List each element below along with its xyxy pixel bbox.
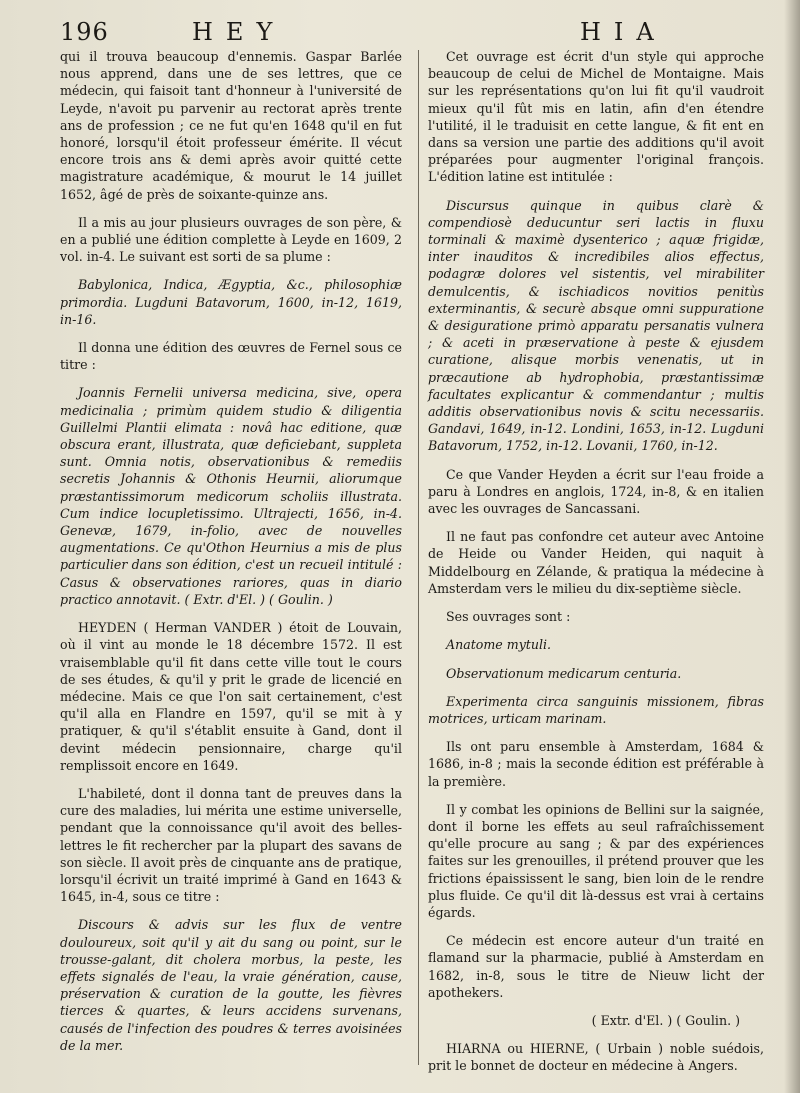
book-title: Discursus quinque in quibus clarè & compendiosè deducuntur seri lactis in fluxu torminali & maximè dysenterico ; aquæ frigidæ, inter inauditos & incredibiles alios effectus, podagræ dolores vel sistentis, vel mirabiliter demulcentis, & ischiadicos novitios penitùs exterminantis, & securè absque omni suppuratione & desiguratione primò apparatu persanatis vulnera ; & aceti in præservatione à peste & ejusdem curatione, alisque morbis venenatis, ut in præcautione ab hydrophobia, præstantissimæ facultates explicantur & commendantur ; multis additis observationibus novis & scitu necessariis. Gandavi, 1649, in-12. Londini, 1653, in-12. Lugduni Batavorum, 1752, in-12. Lovanii, 1760, in-12. bbox=[428, 197, 764, 454]
paragraph: Ses ouvrages sont : bbox=[446, 609, 571, 625]
right-column bbox=[428, 48, 764, 1086]
entry-heading-heyden: HEYDEN ( Herman VANDER ) étoit de Louvain, où il vint au monde le 18 décembre 1572. Il est vraisemblable qu'il fit dans cette ville tout le cours de ses études, & qu'il y prit le grade de licencié en médecine. Mais ce que l'on sait certainement, c'est qu'il alla en Flandre en 1597, qu'il se mit à y pratiquer, & qu'il s'établit ensuite à Gand, dont il devint médecin pensionnaire, charge qu'il remplissoit encore en 1649. bbox=[60, 620, 402, 773]
left-running-head: HEY bbox=[192, 18, 286, 46]
book-title: Discours & advis sur les flux de ventre douloureux, soit qu'il y ait du sang ou point, sur le trousse-galant, dit cholera morbus, la peste, les effets signalés de l'eau, la vraie génération, cause, préservation & curation de la goutte, les fièvres tierces & quartes, & leurs accidens survenans, causés de l'infection des poudres & terres avoisinées de la mer. bbox=[60, 917, 402, 1053]
book-title: Experimenta circa sanguinis missionem, fibras motrices, urticam marinam. bbox=[428, 693, 764, 726]
paragraph: Il donna une édition des œuvres de Fernel sous ce titre : bbox=[60, 340, 402, 373]
source-reference: ( Extr. d'El. ) ( Goulin. ) bbox=[591, 1012, 740, 1028]
book-title: Babylonica, Indica, Ægyptia, &c., philosophiæ primordia. Lugduni Batavorum, 1600, in-12, 1619, in-16. bbox=[60, 277, 402, 327]
paragraph: Ils ont paru ensemble à Amsterdam, 1684 & 1686, in-8 ; mais la seconde édition est préférable à la première. bbox=[428, 739, 764, 789]
page-number: 196 bbox=[60, 18, 109, 46]
book-title: Joannis Fernelii universa medicina, sive, opera medicinalia ; primùm quidem studio & diligentia Guillelmi Plantii elimata : novâ hac editione, quæ obscura erant, illustrata, quæ deficiebant, suppleta sunt. Omnia notis, observationibus & remediis secretis Johannis & Othonis Heurnii, aliorumque præstantissimorum medicorum scholiis illustrata. Cum indice locupletissimo. Ultrajecti, 1656, in-4. Genevæ, 1679, in-folio, avec de nouvelles augmentations. Ce qu'Othon Heurnius a mis de plus particulier dans son édition, c'est un recueil intitulé : Casus & observationes rariores, quas in diario practico annotavit. ( Extr. d'El. ) ( Goulin. ) bbox=[60, 385, 402, 607]
paragraph: L'habileté, dont il donna tant de preuves dans la cure des maladies, lui mérita une estime universelle, pendant que la connoissance qu'il avoit des belles-lettres le fit rechercher par la plupart des savans de son siècle. Il avoit près de cinquante ans de pratique, lorsqu'il écrivit un traité imprimé à Gand en 1643 & 1645, in-4, sous ce titre : bbox=[60, 785, 402, 905]
book-title: Anatome mytuli. bbox=[446, 637, 552, 653]
running-header bbox=[0, 18, 800, 52]
paragraph: Ce médecin est encore auteur d'un traité en flamand sur la pharmacie, publié à Amsterdam en 1682, in-8, sous le titre de Nieuw licht der apothekers. bbox=[428, 933, 764, 1000]
paragraph: Il ne faut pas confondre cet auteur avec Antoine de Heide ou Vander Heiden, qui naquit à Middelbourg en Zélande, & pratiqua la médecine à Amsterdam vers le milieu du dix-septième siècle. bbox=[428, 529, 764, 596]
paragraph: Ce que Vander Heyden a écrit sur l'eau froide a paru à Londres en anglois, 1724, in-8, & en italien avec les ouvrages de Sancassani. bbox=[428, 466, 764, 517]
paragraph: Il y combat les opinions de Bellini sur la saignée, dont il borne les effets au seul rafraîchissement qu'elle procure au sang ; & par des expériences faites sur les grenouilles, il prétend prouver que les frictions épaississent le sang, bien loin de le rendre plus fluide. Ce qu'il dit là-dessus est vrai à certains égards. bbox=[428, 801, 764, 920]
book-title: Observationum medicarum centuria. bbox=[446, 665, 682, 681]
page-edge-shadow bbox=[784, 0, 800, 1093]
paragraph: Il a mis au jour plusieurs ouvrages de son père, & en a publié une édition complette à Leyde en 1609, 2 vol. in-4. Le suivant est sorti de sa plume : bbox=[60, 214, 402, 265]
right-running-head: HIA bbox=[580, 18, 667, 46]
paragraph: Cet ouvrage est écrit d'un style qui approche beaucoup de celui de Michel de Montaigne. Mais sur les représentations qu'on lui fit qu'il vaudroit mieux qu'il fût mis en latin, afin d'en étendre l'utilité, il le traduisit en cette langue, & fit ent en dans sa version une partie des additions qu'il avoit préparées pour augmenter l'original françois. L'édition latine est intitulée : bbox=[428, 49, 764, 185]
column-divider bbox=[418, 50, 419, 1065]
entry-heading-hiarna: HIARNA ou HIERNE, ( Urbain ) noble suédois, prit le bonnet de docteur en médecine à Angers. bbox=[428, 1041, 764, 1074]
paragraph: qui il trouva beaucoup d'ennemis. Gaspar Barlée nous apprend, dans une de ses lettres, que ce médecin, qui faisoit tant d'honneur à l'université de Leyde, n'avoit pu parvenir au rectorat après trente ans de profession ; ce ne fut qu'en 1648 qu'il en fut honoré, lorsqu'il étoit professeur émérite. Il vécut encore trois ans & demi après avoir quitté cette magistrature académique, & mourut le 14 juillet 1652, âgé de près de soixante-quinze ans. bbox=[60, 49, 402, 202]
left-column bbox=[60, 48, 402, 1065]
